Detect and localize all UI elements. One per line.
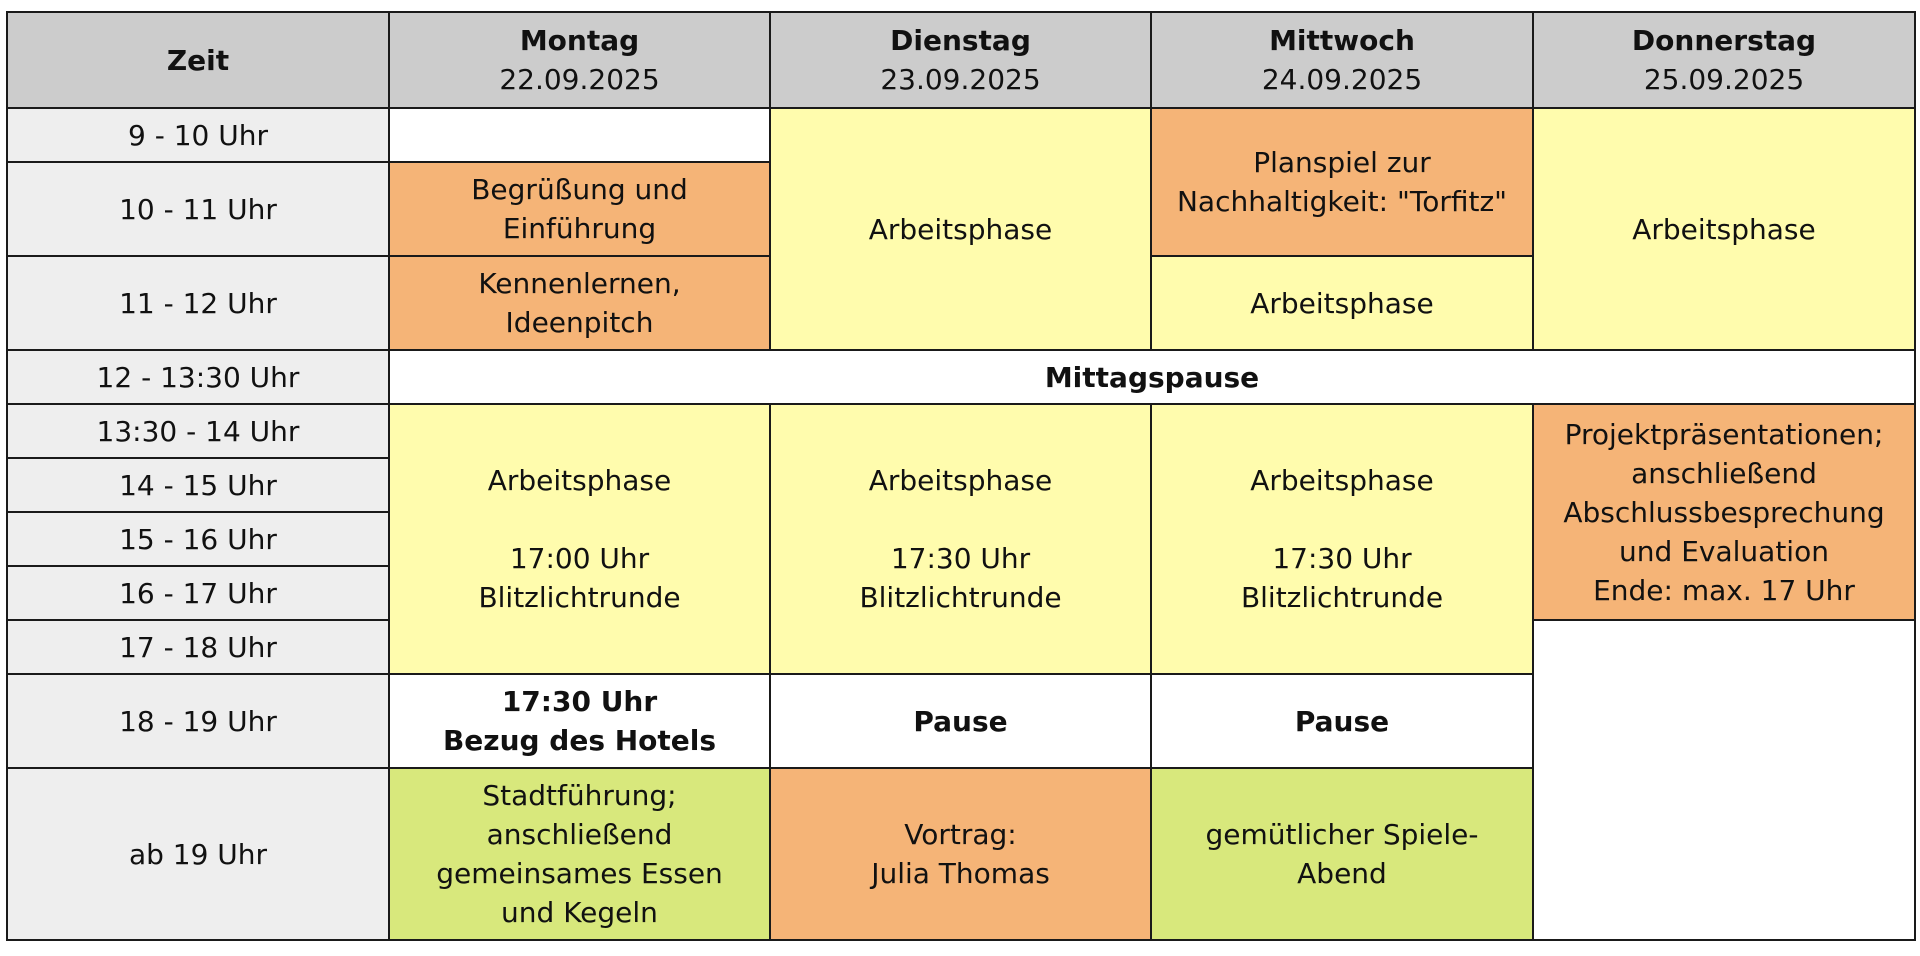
event-line: Vortrag: [904,818,1017,851]
event-line: 17:30 Uhr [1272,542,1412,575]
event-line: Kennenlernen, [478,267,681,300]
event-cell-monday-stadtfuehrung [389,768,770,940]
time-cell: 15 - 16 Uhr [7,512,389,566]
event-cell-wednesday-pause: Pause [1151,674,1533,768]
time-cell: 10 - 11 Uhr [7,162,389,256]
header-day-monday [389,12,770,108]
event-cell-wednesday-afternoon [1151,404,1533,674]
header-day-wednesday [1151,12,1533,108]
event-line: Abend [1297,857,1387,890]
header-row [7,12,1915,108]
event-line: 17:30 Uhr [501,685,658,718]
time-cell: 16 - 17 Uhr [7,566,389,620]
empty-cell [389,108,770,162]
event-cell-wednesday-arbeitsphase: Arbeitsphase [1151,256,1533,350]
event-line: Stadtführung; [482,779,677,812]
event-cell-tuesday-afternoon [770,404,1151,674]
day-date: 24.09.2025 [1261,63,1423,96]
event-cell-tuesday-arbeitsphase: Arbeitsphase [770,108,1151,350]
event-line: Abschlussbesprechung [1563,495,1885,529]
event-cell-monday-hotel [389,674,770,768]
time-cell: 11 - 12 Uhr [7,256,389,350]
event-line: Projektpräsentationen; [1564,417,1884,451]
event-line: Planspiel zur [1253,146,1431,179]
day-date: 22.09.2025 [499,63,660,96]
event-line: 17:00 Uhr [509,542,650,575]
event-line: Nachhaltigkeit: "Torfitz" [1176,185,1508,218]
event-line: anschließend [486,818,673,851]
time-cell: ab 19 Uhr [7,768,389,940]
day-date: 25.09.2025 [1643,63,1805,96]
event-line: Julia Thomas [871,857,1050,890]
time-cell: 12 - 13:30 Uhr [7,350,389,404]
time-cell: 9 - 10 Uhr [7,108,389,162]
event-line: Einführung [502,212,657,245]
schedule-row [7,350,1915,404]
event-line: gemütlicher Spiele- [1205,818,1479,851]
day-name: Mittwoch [1269,24,1415,57]
weekly-schedule-table [6,11,1916,941]
header-day-thursday [1533,12,1915,108]
event-cell-monday-afternoon [389,404,770,674]
event-line: Blitzlichtrunde [859,581,1062,614]
schedule-row [7,404,1915,458]
day-name: Montag [519,24,640,57]
header-zeit: Zeit [7,12,389,108]
event-cell-tuesday-vortrag [770,768,1151,940]
event-line: Ende: max. 17 Uhr [1593,573,1855,607]
event-line: gemeinsames Essen [436,857,723,890]
header-day-tuesday [770,12,1151,108]
schedule-row [7,108,1915,162]
event-line: Bezug des Hotels [442,724,717,757]
event-line: Ideenpitch [505,306,654,339]
event-line: Arbeitsphase [487,464,672,497]
event-line: Blitzlichtrunde [1240,581,1444,614]
time-cell: 18 - 19 Uhr [7,674,389,768]
day-name: Donnerstag [1631,24,1817,57]
event-cell-monday-kennenlernen [389,256,770,350]
event-line: und Evaluation [1619,534,1829,568]
time-cell: 17 - 18 Uhr [7,620,389,674]
event-cell-thursday-arbeitsphase: Arbeitsphase [1533,108,1915,350]
empty-cell [1533,620,1915,940]
day-date: 23.09.2025 [880,63,1041,96]
time-cell: 14 - 15 Uhr [7,458,389,512]
time-cell: 13:30 - 14 Uhr [7,404,389,458]
event-line: 17:30 Uhr [890,542,1031,575]
event-line: Blitzlichtrunde [478,581,681,614]
event-line: anschließend [1631,456,1817,490]
event-line: Arbeitsphase [868,464,1053,497]
event-cell-tuesday-pause: Pause [770,674,1151,768]
event-line: und Kegeln [501,896,658,929]
event-cell-mittagspause: Mittagspause [389,350,1915,404]
event-cell-wednesday-planspiel [1151,108,1533,256]
event-line: Begrüßung und [471,173,688,206]
day-name: Dienstag [890,24,1031,57]
event-line: Arbeitsphase [1250,464,1434,497]
event-cell-monday-begruessung [389,162,770,256]
event-cell-thursday-afternoon [1533,404,1915,620]
event-cell-wednesday-spieleabend [1151,768,1533,940]
